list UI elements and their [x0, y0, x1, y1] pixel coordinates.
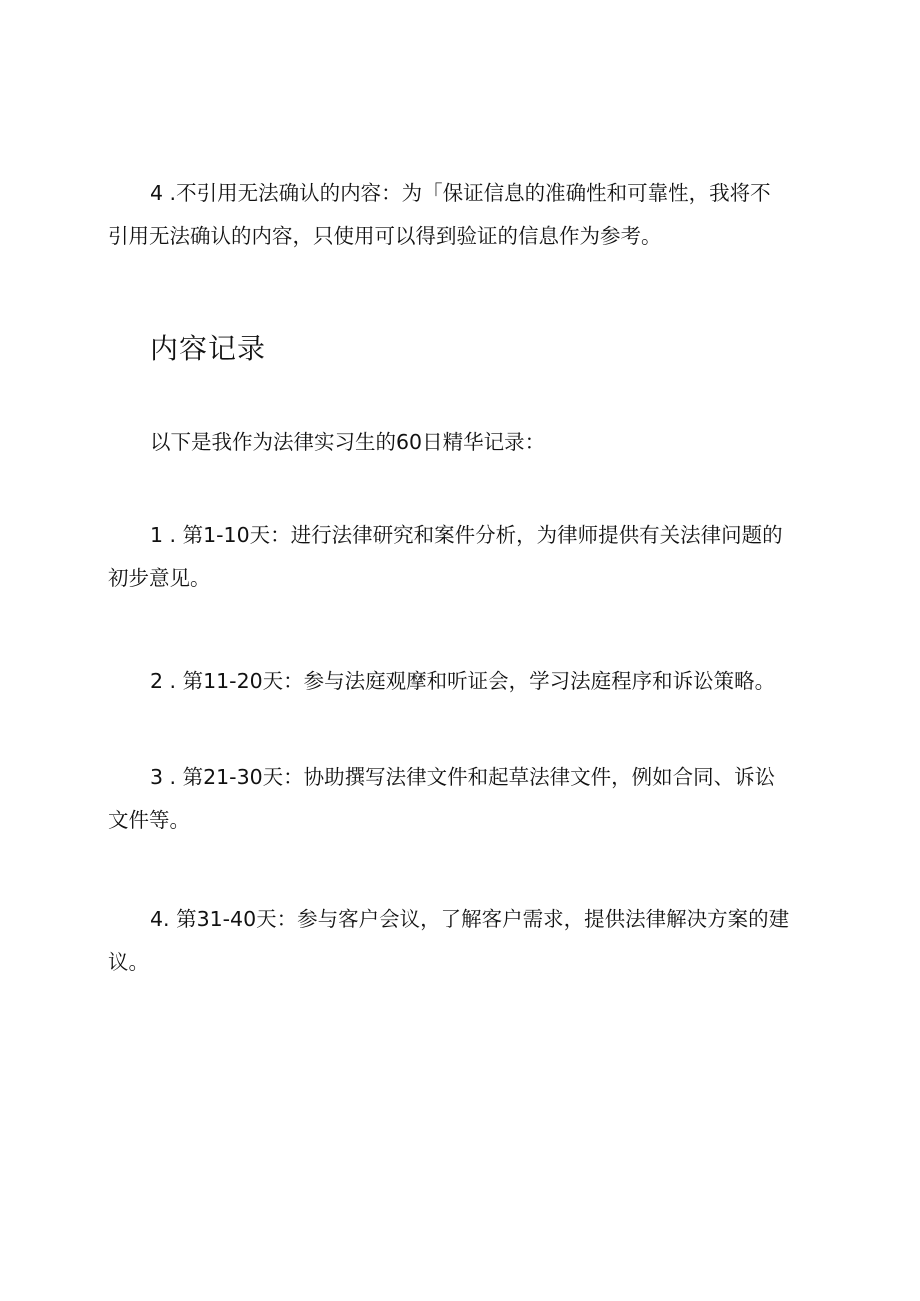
list-item [108, 756, 816, 842]
section-heading: 内容记录 [150, 332, 267, 365]
paragraph-line: 3 . 第21-30天：协助撰写法律文件和起草法律文件，例如合同、诉讼 [150, 765, 776, 789]
paragraph-line: 引用无法确认的内容，只使用可以得到验证的信息作为参考。 [108, 224, 662, 248]
list-item [108, 898, 816, 984]
paragraph-line: 4 .不引用无法确认的内容：为「保证信息的准确性和可靠性，我将不 [150, 181, 771, 205]
lead-paragraph: 以下是我作为法律实习生的60日精华记录： [150, 430, 546, 454]
paragraph-line: 议。 [108, 950, 149, 974]
paragraph-line: 1 . 第1-10天：进行法律研究和案件分析，为律师提供有关法律问题的 [150, 523, 783, 547]
paragraph-line: 文件等。 [108, 808, 190, 832]
list-item: 2 . 第11-20天：参与法庭观摩和听证会，学习法庭程序和诉讼策略。 [150, 669, 776, 693]
paragraph-line: 4. 第31-40天：参与客户会议，了解客户需求，提供法律解决方案的建 [150, 907, 790, 931]
paragraph-item-4-intro [108, 172, 816, 258]
list-item [108, 514, 816, 600]
paragraph-line: 初步意见。 [108, 566, 211, 590]
